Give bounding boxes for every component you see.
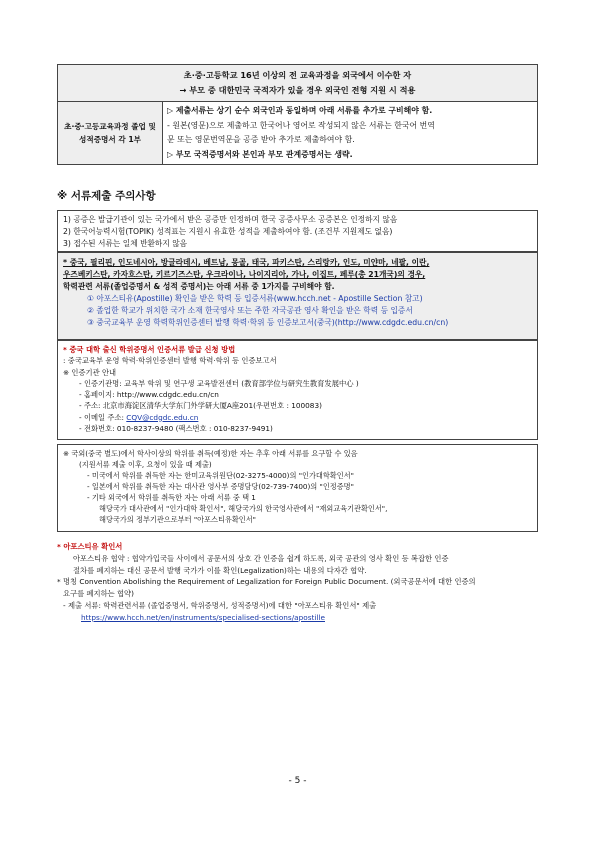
country-requirement-box — [57, 252, 538, 340]
overseas-line1: ※ 국외(중국 별도)에서 학사이상의 학위를 취득(예정)한 자는 추후 아래 서류를 요구할 수 있음 — [63, 449, 358, 458]
agency-phone: - 전화번호: 010-8237-9480 (팩스번호 : 010-8237-9491) — [79, 424, 273, 434]
table-content-line4: ▷ 부모 국적증명서와 본인과 부모 관계증명서는 생략. — [167, 149, 353, 159]
option-apostille: ① 아포스티유(Apostille) 확인을 받은 학력 등 입증서류(www.hcch.net - Apostille Section 참고) — [87, 294, 423, 303]
china-box-line2: ※ 인증기관 안내 — [63, 367, 117, 377]
option-cdgdc: ③ 중국교육부 운영 학력학위인증센터 발행 학력·학위 등 인증보고서(중국)(http://www.cdgdc.edu.cn/cn) — [87, 318, 449, 327]
overseas-line5: - 기타 외국에서 학위를 취득한 자는 아래 서류 중 택 1 — [87, 493, 256, 502]
apostille-note-line3: * 명칭 Convention Abolishing the Requirement of Legalization for Foreign Public Document. (외국공문서에 대한 인증의 — [57, 577, 476, 587]
overseas-line4: - 일본에서 학위를 취득한 자는 대사관 영사부 증명담당(02-739-7400)의 "인정증명" — [87, 482, 354, 491]
apostille-note-line5: - 제출 서류: 학력관련서류 (졸업증명서, 학위증명서, 성적증명서)에 대한 "아포스티유 확인서" 제출 — [63, 600, 377, 610]
country-list-line2: 우즈베키스탄, 카자흐스탄, 키르기즈스탄, 우크라이나, 나이지리아, 가나, 이집트, 페루(총 21개국)의 경우, — [63, 270, 426, 279]
general-notice-box — [57, 210, 538, 252]
table-header-line2: → 부모 중 대한민국 국적자가 있을 경우 외국인 전형 지원 시 적용 — [179, 85, 416, 95]
agency-email-link[interactable]: CQV@cdgdc.edu.cn — [126, 412, 199, 422]
notice-item-3: 3) 접수된 서류는 일체 반환하지 않음 — [63, 239, 188, 248]
apostille-note — [57, 541, 543, 624]
china-certificate-box — [57, 340, 538, 440]
table-label-line2: 성적증명서 각 1부 — [79, 135, 141, 144]
apostille-note-line2: 절차를 폐지하는 대신 공문서 발행 국가가 이를 확인(Legalization)하는 내용의 다자간 협약. — [73, 565, 367, 575]
page-number: - 5 - — [288, 776, 307, 786]
table-content-line2: - 원본(영문)으로 제출하고 한국어나 영어로 작성되지 않은 서류는 한국어 번역 — [167, 120, 435, 130]
section-title: ※ 서류제출 주의사항 — [57, 190, 156, 202]
notice-item-1: 1) 공증은 발급기관이 있는 국가에서 받은 공증만 인정하며 한국 공증사무소 공증본은 인정하지 않음 — [63, 215, 398, 224]
agency-name: - 인증기관명: 교육부 학위 및 연구생 교육발전센터 (教育部学位与研究生教育发展中心 ) — [79, 378, 359, 388]
table-content-cell — [163, 102, 538, 165]
table-header-line1: 초·중·고등학교 16년 이상의 전 교육과정을 외국에서 이수한 자 — [183, 70, 412, 80]
table-content-line1: ▷ 제출서류는 상기 순수 외국인과 동일하며 아래 서류를 추가로 구비해야 함. — [167, 106, 433, 115]
table-label-cell — [58, 102, 163, 165]
overseas-line7: 해당국가의 정부기관으로부터 "아포스티유확인서" — [99, 515, 256, 524]
notice-item-2: 2) 한국어능력시험(TOPIK) 성적표는 지원시 유효한 성적을 제출하여야 함. (조건부 지원제도 없음) — [63, 227, 393, 236]
table-label-line1: 초·중·고등교육과정 졸업 및 — [64, 122, 156, 131]
country-list-line1: * 중국, 필리핀, 인도네시아, 방글라데시, 베트남, 몽골, 태국, 파키스탄, 스리랑카, 인도, 미얀마, 네팔, 이란, — [63, 258, 430, 267]
option-consul: ② 졸업한 학교가 위치한 국가 소재 한국영사 또는 주한 자국공관 영사 확인을 받은 학력 등 입증서 — [87, 306, 413, 315]
china-box-title: * 중국 대학 출신 학위증명서 인증서류 발급 신청 방법 — [63, 345, 236, 354]
foreign-curriculum-table — [57, 64, 538, 165]
agency-address: - 주소: 北京市海淀区清华大学东门外学研大厦A座201(우편번호 : 100083) — [79, 401, 322, 411]
china-box-line1: : 중국교육부 운영 학력·학위인증센터 발행 학력·학위 등 인증보고서 — [63, 356, 277, 366]
agency-email — [63, 412, 532, 423]
apostille-link[interactable]: https://www.hcch.net/en/instruments/specialised-sections/apostille — [81, 612, 325, 622]
agency-homepage: - 홈페이지: http://www.cdgdc.edu.cn/cn — [79, 390, 219, 400]
apostille-note-title: * 아포스티유 확인서 — [57, 542, 123, 551]
agency-email-label: - 이메일 주소: — [79, 412, 127, 422]
table-header-cell — [58, 65, 538, 102]
overseas-line6: 해당국가 대사관에서 "인가대학 확인서", 해당국가의 한국영사관에서 "재외교육기관확인서", — [99, 504, 388, 513]
overseas-line2: (지원서류 제출 이후, 요청이 있을 때 제출) — [79, 460, 212, 469]
table-content-line3: 문 또는 영문번역문을 공증 받아 추가로 제출하여야 함. — [167, 135, 355, 144]
country-list-line3: 학력관련 서류(졸업증명서 & 성적 증명서)는 아래 서류 중 1가지를 구비해야 함. — [63, 282, 335, 291]
apostille-note-line1: 아포스티유 협약 : 협약가입국들 사이에서 공문서의 상호 간 인증을 쉽게 하도록, 외국 공관의 영사 확인 등 복잡한 인증 — [73, 553, 449, 563]
apostille-note-line4: 요구를 폐지하는 협약) — [63, 589, 134, 599]
overseas-degree-box — [57, 444, 538, 532]
overseas-line3: - 미국에서 학위를 취득한 자는 한미교육위원단(02-3275-4000)의 "인가대학확인서" — [87, 471, 354, 480]
